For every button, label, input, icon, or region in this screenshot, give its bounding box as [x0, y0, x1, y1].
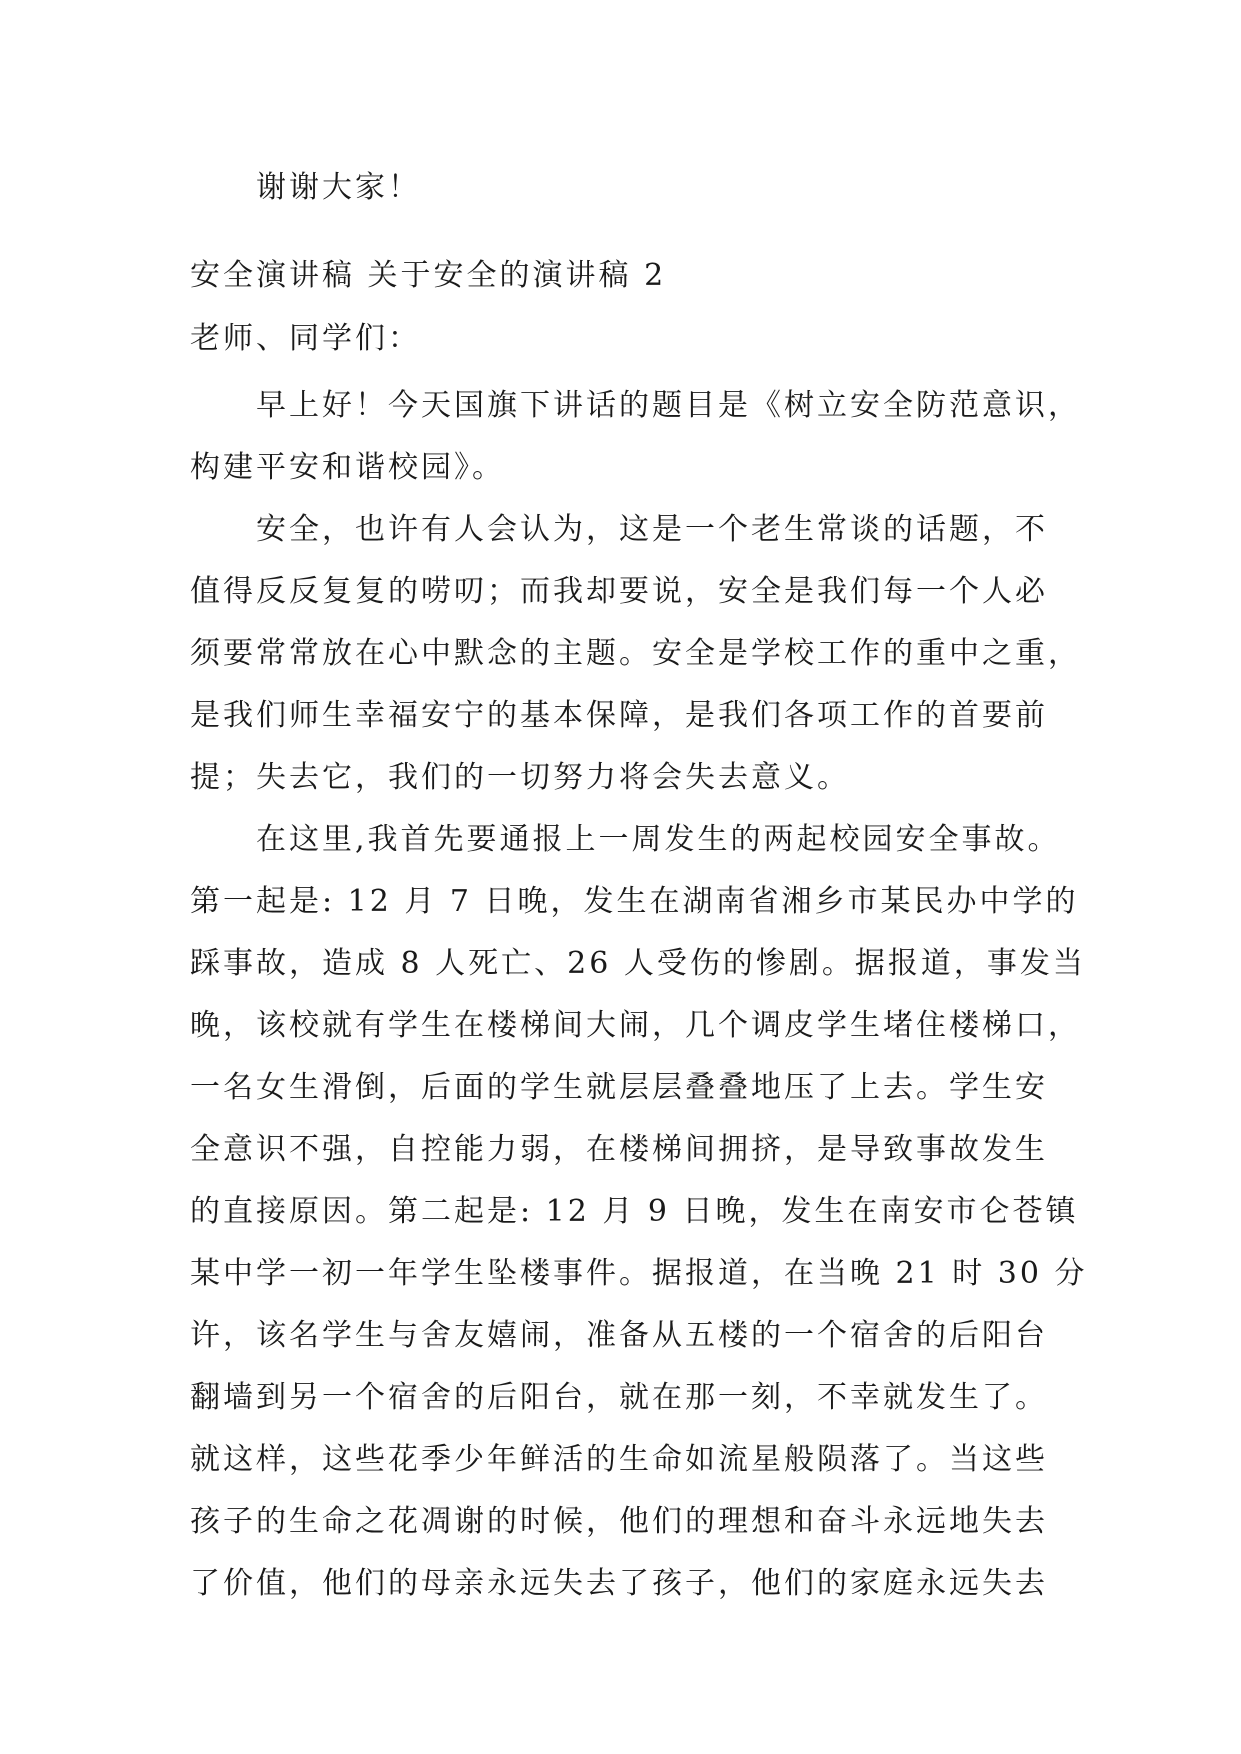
body-line: 全意识不强，自控能力弱，在楼梯间拥挤，是导致事故发生: [190, 1132, 1048, 1167]
body-line: 提；失去它，我们的一切努力将会失去意义。: [190, 760, 850, 795]
body-line: 构建平安和谐校园》。: [190, 450, 505, 485]
body-line: 早上好！今天国旗下讲话的题目是《树立安全防范意识，: [190, 388, 1081, 423]
body-line: 许，该名学生与舍友嬉闹，准备从五楼的一个宿舍的后阳台: [190, 1318, 1048, 1353]
body-line: 就这样，这些花季少年鲜活的生命如流星般陨落了。当这些: [190, 1442, 1048, 1477]
body-line: 翻墙到另一个宿舍的后阳台，就在那一刻，不幸就发生了。: [190, 1380, 1048, 1415]
body-line: 是我们师生幸福安宁的基本保障，是我们各项工作的首要前: [190, 698, 1048, 733]
body-line: 踩事故，造成 8 人死亡、26 人受伤的惨剧。据报道，事发当: [190, 946, 1086, 981]
body-line: 第一起是: 12 月 7 日晚，发生在湖南省湘乡市某民办中学的: [190, 884, 1079, 919]
body-line: 值得反反复复的唠叨；而我却要说，安全是我们每一个人必: [190, 574, 1048, 609]
speech-title: 安全演讲稿 关于安全的演讲稿 2: [190, 258, 667, 293]
closing-thanks: 谢谢大家！: [256, 170, 421, 205]
body-line: 某中学一初一年学生坠楼事件。据报道，在当晚 21 时 30 分: [190, 1256, 1088, 1291]
speech-body: [190, 375, 1088, 1615]
body-line: 安全，也许有人会认为，这是一个老生常谈的话题，不: [190, 512, 1048, 547]
body-line: 孩子的生命之花凋谢的时候，他们的理想和奋斗永远地失去: [190, 1504, 1048, 1539]
body-line: 的直接原因。第二起是: 12 月 9 日晚，发生在南安市仑苍镇: [190, 1194, 1079, 1229]
body-line: 在这里,我首先要通报上一周发生的两起校园安全事故。: [190, 822, 1061, 857]
body-line: 晚，该校就有学生在楼梯间大闹，几个调皮学生堵住楼梯口，: [190, 1008, 1081, 1043]
body-line: 一名女生滑倒，后面的学生就层层叠叠地压了上去。学生安: [190, 1070, 1048, 1105]
body-line: 了价值，他们的母亲永远失去了孩子，他们的家庭永远失去: [190, 1566, 1048, 1601]
body-line: 须要常常放在心中默念的主题。安全是学校工作的重中之重，: [190, 636, 1081, 671]
salutation: 老师、同学们：: [190, 321, 421, 356]
